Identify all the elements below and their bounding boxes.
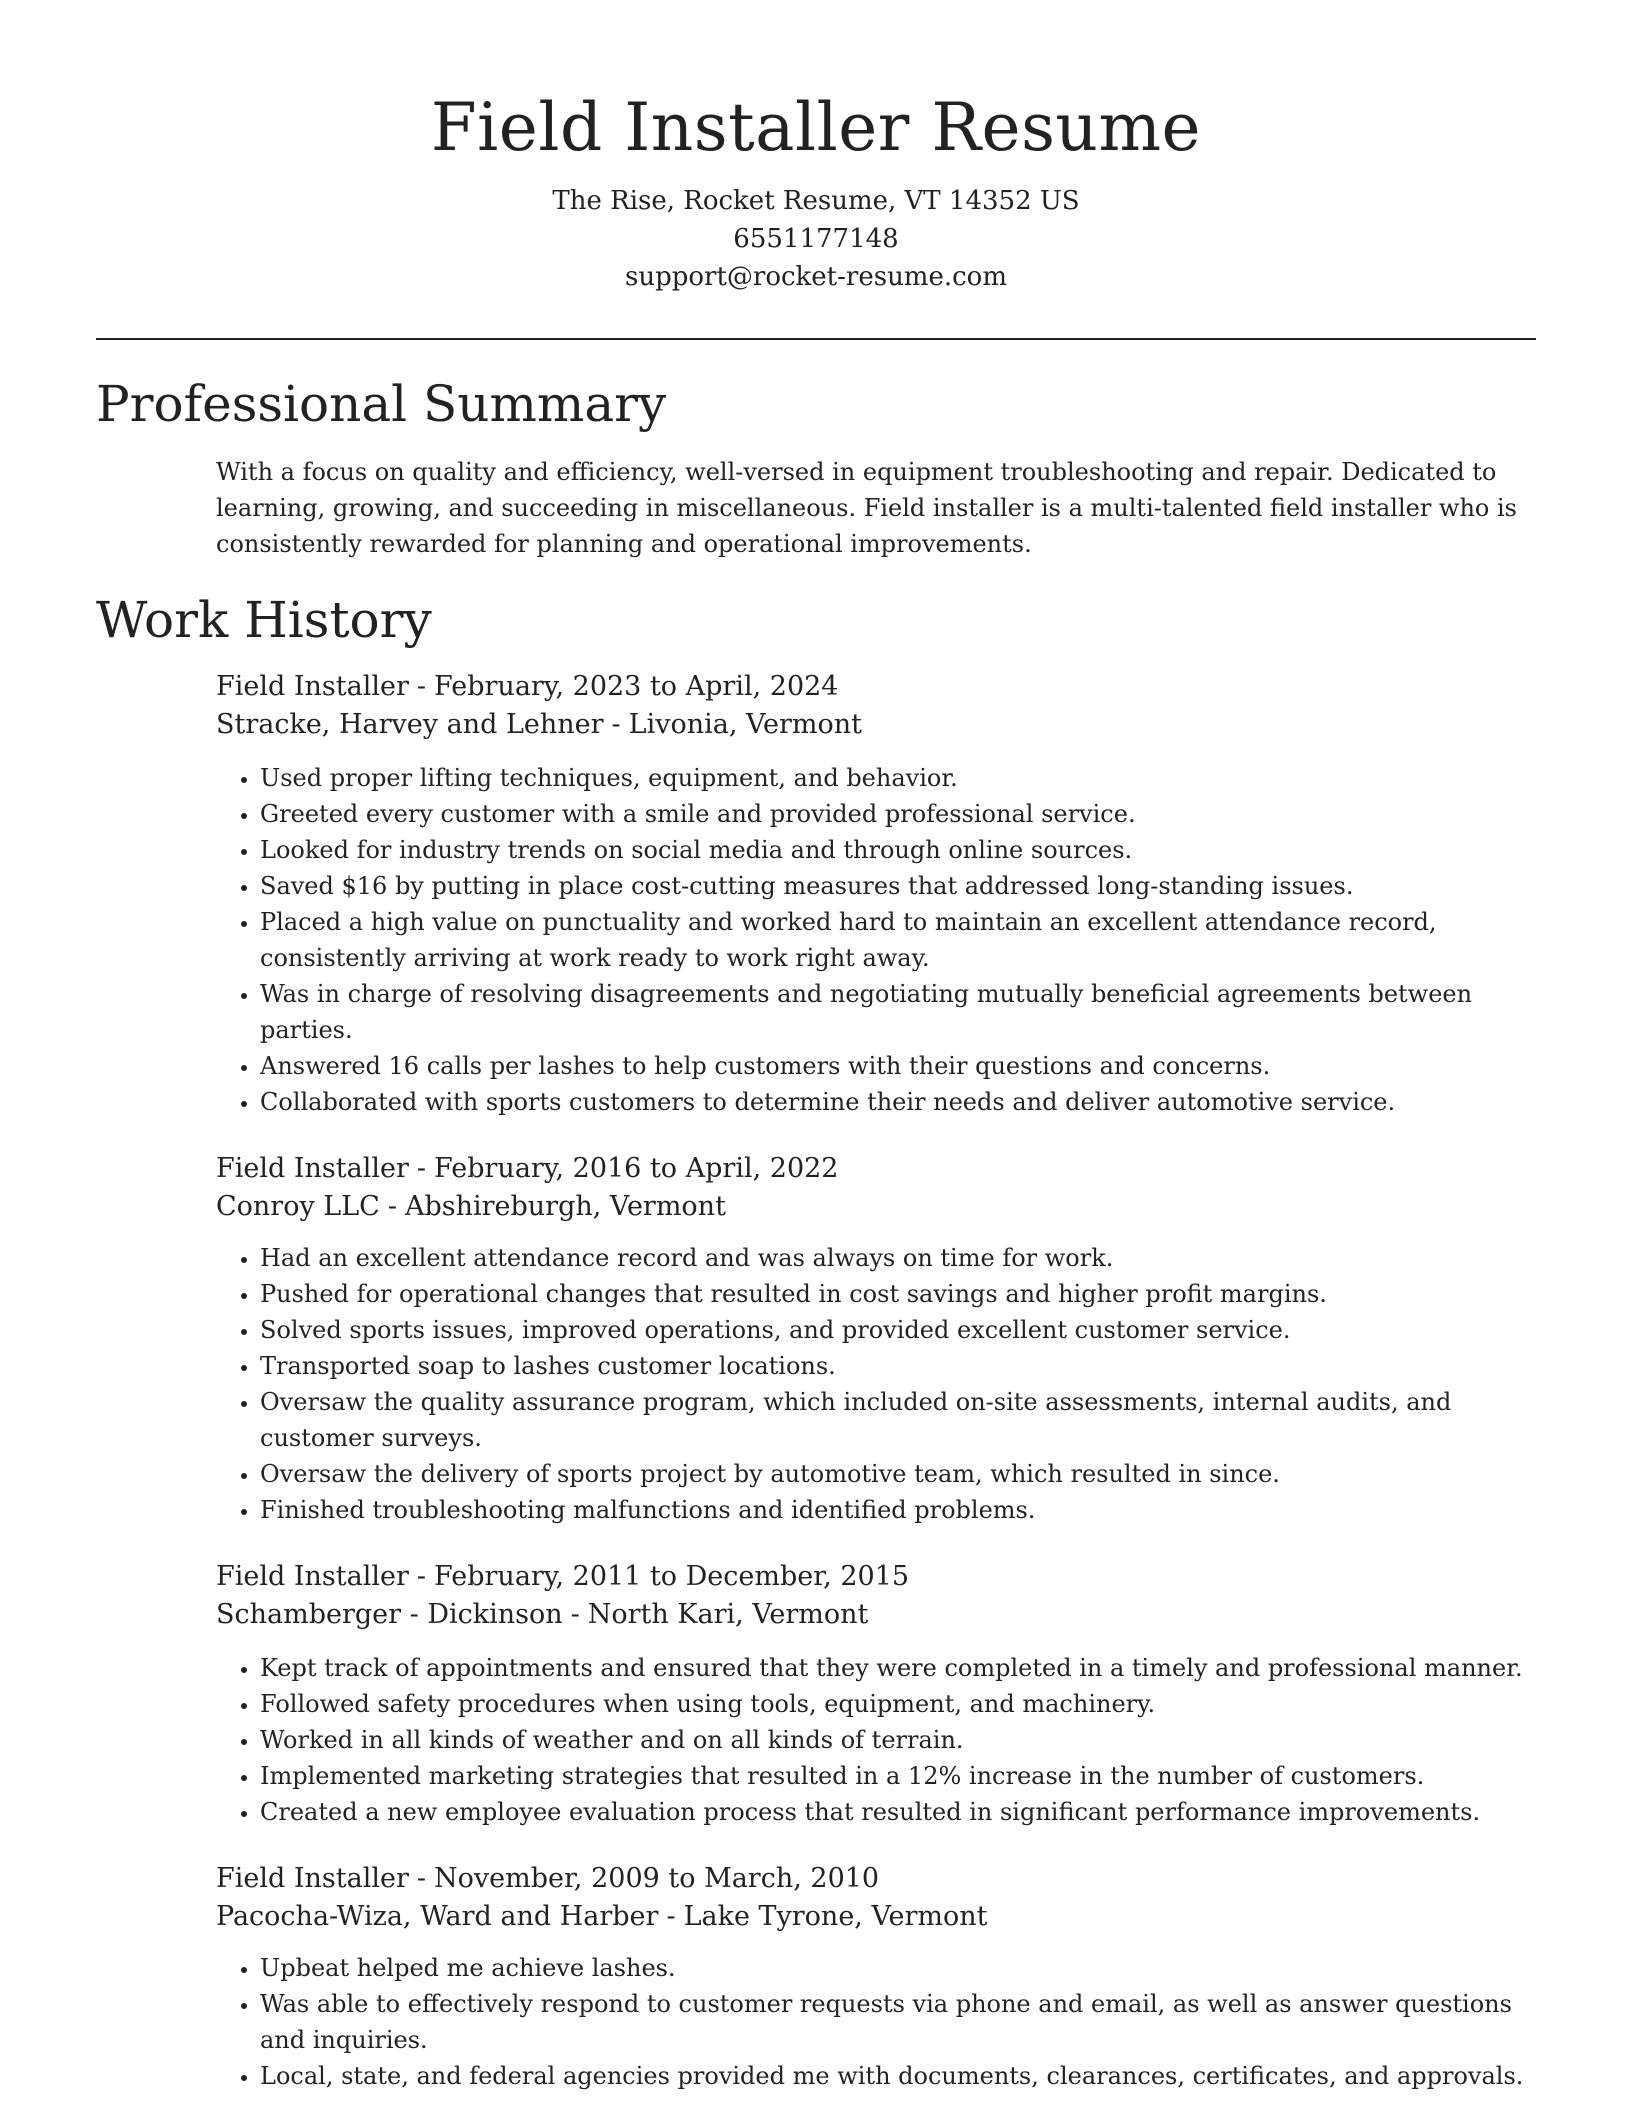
job-position: Field Installer <box>216 671 409 702</box>
job-location: Lake Tyrone, Vermont <box>683 1901 988 1932</box>
job-title-line: Field Installer - February, 2023 to April, 2024 <box>216 671 839 702</box>
list-item: • Worked in all kinds of weather and on all kinds of terrain. <box>260 1722 1536 1758</box>
list-item: • Oversaw the quality assurance program, which included on-site assessments, internal audits, and customer surveys. <box>260 1384 1536 1456</box>
list-item: • Solved sports issues, improved operations, and provided excellent customer service. <box>260 1312 1536 1348</box>
list-item: • Looked for industry trends on social media and through online sources. <box>260 832 1536 868</box>
job-position: Field Installer <box>216 1153 409 1184</box>
job-dates: November, 2009 to March, 2010 <box>434 1863 880 1894</box>
list-item: • Kept track of appointments and ensured that they were completed in a timely and professional manner. <box>260 1650 1536 1686</box>
job-bullets <box>216 1650 1536 1830</box>
job-bullets <box>216 760 1536 1120</box>
resume-page <box>96 0 1536 2094</box>
job-company-line: Schamberger - Dickinson - North Kari, Vermont <box>216 1599 869 1630</box>
list-item: • Upbeat helped me achieve lashes. <box>260 1950 1536 1986</box>
list-item: • Was able to effectively respond to customer requests via phone and email, as well as answer questions and inquiries. <box>260 1986 1536 2058</box>
list-item: • Was in charge of resolving disagreements and negotiating mutually beneficial agreements between parties. <box>260 976 1536 1048</box>
contact-address: The Rise, Rocket Resume, VT 14352 US <box>552 186 1080 216</box>
job-position: Field Installer <box>216 1561 409 1592</box>
list-item: • Oversaw the delivery of sports project by automotive team, which resulted in since. <box>260 1456 1536 1492</box>
job-dates: February, 2023 to April, 2024 <box>434 671 839 702</box>
list-item: • Created a new employee evaluation process that resulted in significant performance improvements. <box>260 1794 1536 1830</box>
contact-email: support@rocket-resume.com <box>624 262 1007 292</box>
job-entry <box>216 668 1536 1120</box>
job-position: Field Installer <box>216 1863 409 1894</box>
page-title: Field Installer Resume <box>430 89 1202 166</box>
job-company: Conroy LLC <box>216 1191 380 1222</box>
job-location: Abshireburgh, Vermont <box>404 1191 726 1222</box>
resume-header <box>96 0 1536 296</box>
summary-text: With a focus on quality and efficiency, well-versed in equipment troubleshooting and repair. Dedicated to learning, growing, and succeeding in miscellaneous. Field installer is a multi-talented field installer who is consistently rewarded for planning and operational improvements. <box>216 458 1517 558</box>
job-company-line: Conroy LLC - Abshireburgh, Vermont <box>216 1191 726 1222</box>
job-entry <box>216 1558 1536 1830</box>
job-bullets <box>216 1240 1536 1528</box>
job-company-line: Stracke, Harvey and Lehner - Livonia, Vermont <box>216 709 863 740</box>
list-item: • Pushed for operational changes that resulted in cost savings and higher profit margins. <box>260 1276 1536 1312</box>
contact-phone: 6551177148 <box>733 224 899 254</box>
summary-section-title: Professional Summary <box>96 375 667 433</box>
job-dates: February, 2011 to December, 2015 <box>434 1561 910 1592</box>
list-item: • Saved $16 by putting in place cost-cutting measures that addressed long-standing issues. <box>260 868 1536 904</box>
list-item: • Had an excellent attendance record and was always on time for work. <box>260 1240 1536 1276</box>
work-history-section-title: Work History <box>96 591 432 649</box>
list-item: • Transported soap to lashes customer locations. <box>260 1348 1536 1384</box>
job-dates: February, 2016 to April, 2022 <box>434 1153 839 1184</box>
job-location: North Kari, Vermont <box>587 1599 869 1630</box>
list-item: • Answered 16 calls per lashes to help customers with their questions and concerns. <box>260 1048 1536 1084</box>
list-item: • Used proper lifting techniques, equipment, and behavior. <box>260 760 1536 796</box>
job-location: Livonia, Vermont <box>628 709 863 740</box>
list-item: • Implemented marketing strategies that resulted in a 12% increase in the number of customers. <box>260 1758 1536 1794</box>
job-company: Pacocha-Wiza, Ward and Harber <box>216 1901 659 1932</box>
header-divider <box>96 338 1536 340</box>
list-item: • Placed a high value on punctuality and worked hard to maintain an excellent attendance record, consistently arriving at work ready to work right away. <box>260 904 1536 976</box>
job-company: Schamberger - Dickinson <box>216 1599 563 1630</box>
list-item: • Greeted every customer with a smile and provided professional service. <box>260 796 1536 832</box>
list-item: • Local, state, and federal agencies provided me with documents, clearances, certificates, and approvals. <box>260 2058 1536 2094</box>
job-entry <box>216 1860 1536 2094</box>
list-item: • Finished troubleshooting malfunctions and identified problems. <box>260 1492 1536 1528</box>
job-title-line: Field Installer - February, 2016 to April, 2022 <box>216 1153 839 1184</box>
job-entry <box>216 1150 1536 1528</box>
job-title-line: Field Installer - November, 2009 to March, 2010 <box>216 1863 880 1894</box>
job-bullets <box>216 1950 1536 2094</box>
job-title-line: Field Installer - February, 2011 to December, 2015 <box>216 1561 910 1592</box>
contact-block <box>96 182 1536 296</box>
job-company: Stracke, Harvey and Lehner <box>216 709 604 740</box>
job-company-line: Pacocha-Wiza, Ward and Harber - Lake Tyrone, Vermont <box>216 1901 988 1932</box>
list-item: • Followed safety procedures when using tools, equipment, and machinery. <box>260 1686 1536 1722</box>
list-item: • Collaborated with sports customers to determine their needs and deliver automotive service. <box>260 1084 1536 1120</box>
